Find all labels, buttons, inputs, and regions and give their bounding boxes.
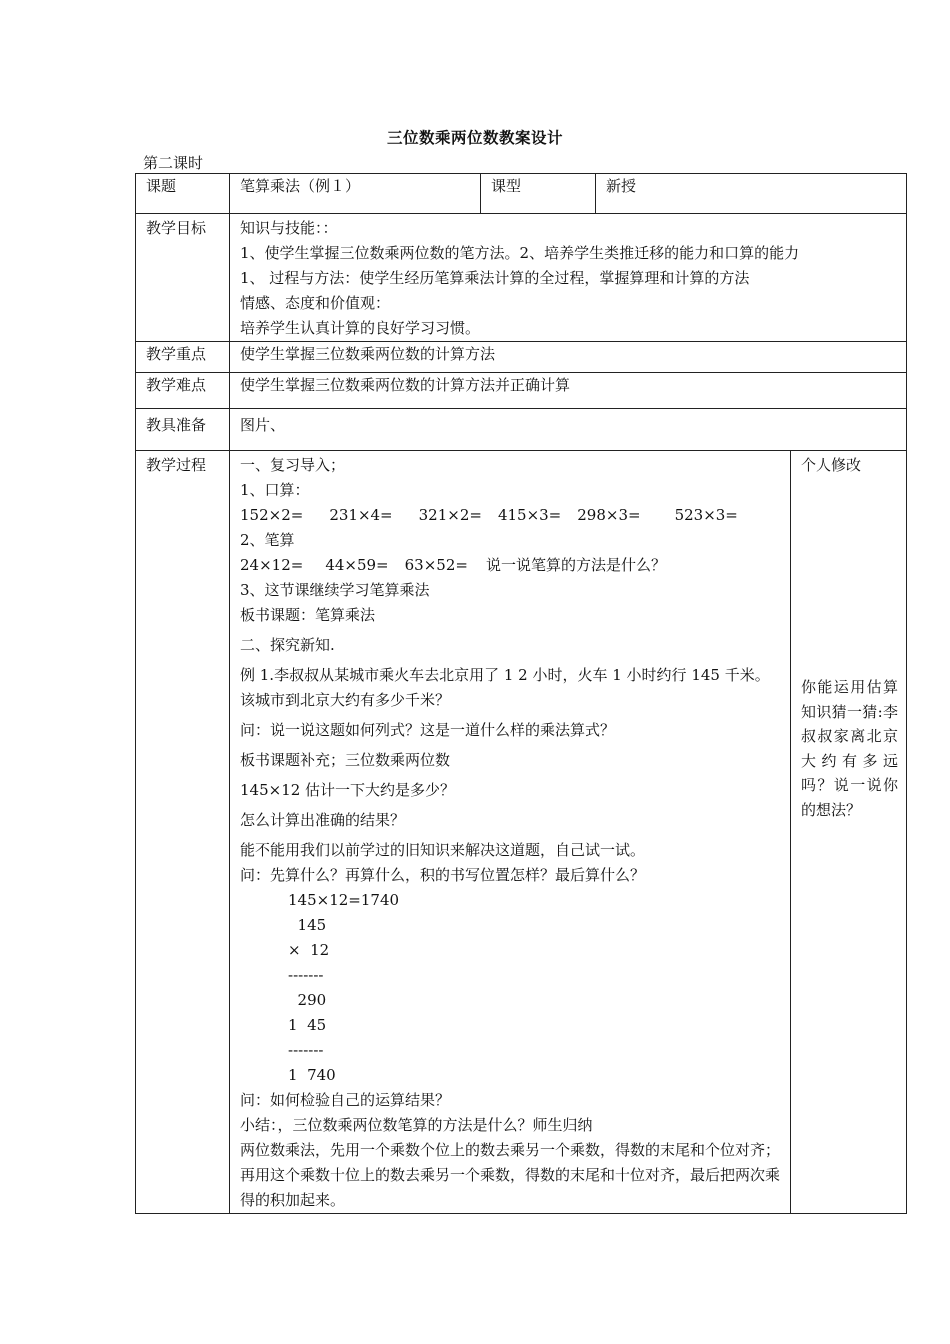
estimate-line: 145×12 估计一下大约是多少？	[240, 781, 456, 799]
process-content	[230, 451, 791, 1214]
goals-label: 教学目标	[136, 214, 230, 342]
oral-item: 231×4=	[329, 506, 393, 524]
board-title: 板书课题：笔算乘法	[240, 606, 376, 624]
process-row	[136, 451, 907, 1214]
summary-question: 小结：，三位数乘两位数笔算的方法是什么？师生归纳	[240, 1116, 593, 1134]
oral-item: 415×3=	[497, 506, 562, 524]
goals-row	[136, 214, 907, 342]
explore-title: 二、探究新知.	[240, 636, 335, 654]
oral-item: 321×2=	[418, 506, 482, 524]
lesson-plan-table	[135, 173, 907, 1214]
document-title: 三位数乘两位数教案设计	[386, 128, 563, 147]
calc-line: × 12	[288, 941, 330, 959]
goals-line: 知识与技能：：	[240, 219, 338, 237]
example-text: 例 1.李叔叔从某城市乘火车去北京用了 1 2 小时，火车 1 小时约行 145 千米。该城市到北京大约有多少千米？	[240, 666, 770, 709]
calc-line: -------	[288, 966, 324, 984]
calc-line: -------	[288, 1041, 324, 1059]
question-3: 问：如何检验自己的运算结果？	[240, 1091, 451, 1109]
question-2: 问：先算什么？再算什么，积的书写位置怎样？最后算什么？	[240, 866, 646, 884]
tools-label: 教具准备	[136, 409, 230, 451]
written-exercises	[240, 553, 780, 578]
try-old-knowledge: 能不能用我们以前学过的旧知识来解决这道题，自己试一试。	[240, 841, 646, 859]
review-title: 一、复习导入；	[240, 456, 346, 474]
vertical-calculation	[240, 888, 780, 1088]
board-supplement: 板书课题补充；三位数乘两位数	[240, 751, 451, 769]
lesson-number: 第二课时	[143, 154, 204, 172]
oral-exercises	[240, 503, 780, 528]
goals-line: 1、使学生掌握三位数乘两位数的笔方法。2、培养学生类推迁移的能力和口算的能力	[240, 244, 800, 262]
written-item: 63×52=	[404, 556, 468, 574]
method-summary: 两位数乘法，先用一个乘数个位上的数去乘另一个乘数，得数的末尾和个位对齐；再用这个乘数十位上的数去乘另一个乘数，得数的末尾和十位对齐，最后把两次乘得的积加起来。	[240, 1141, 781, 1209]
personal-notes-text: 你能运用估算知识猜一猜:李叔叔家离北京大约有多远吗？说一说你的想法？	[801, 678, 899, 819]
tools-value: 图片、	[230, 409, 907, 451]
lesson-type-label: 课型	[481, 174, 596, 214]
calc-line: 290	[288, 991, 327, 1009]
tools-row	[136, 409, 907, 451]
oral-item: 152×2=	[240, 506, 304, 524]
continue-line: 3、这节课继续学习笔算乘法	[240, 581, 430, 599]
written-item: 24×12=	[240, 556, 304, 574]
written-item: 44×59=	[325, 556, 389, 574]
personal-notes-cell	[791, 451, 907, 1214]
oral-title: 1、口算：	[240, 481, 310, 499]
process-label: 教学过程	[136, 451, 230, 1214]
difficulty-label: 教学难点	[136, 373, 230, 409]
difficulty-row	[136, 373, 907, 409]
question-1: 问：说一说这题如何列式？这是一道什么样的乘法算式？	[240, 721, 616, 739]
calc-line: 1 740	[288, 1066, 336, 1084]
goals-content	[230, 214, 907, 342]
calc-line: 145×12=1740	[288, 891, 400, 909]
written-title: 2、笔算	[240, 531, 295, 549]
calc-line: 145	[288, 916, 327, 934]
topic-label: 课题	[136, 174, 230, 214]
topic-row	[136, 174, 907, 214]
exact-question: 怎么计算出准确的结果？	[240, 811, 406, 829]
key-value: 使学生掌握三位数乘两位数的计算方法	[230, 342, 907, 373]
lesson-type-value: 新授	[596, 174, 907, 214]
key-row	[136, 342, 907, 373]
topic-value: 笔算乘法（例１）	[230, 174, 481, 214]
goals-line: 情感、态度和价值观：	[240, 294, 391, 312]
goals-line: 1、 过程与方法：使学生经历笔算乘法计算的全过程，掌握算理和计算的方法	[240, 269, 750, 287]
goals-line: 培养学生认真计算的良好学习习惯。	[240, 319, 481, 337]
oral-item: 523×3=	[674, 506, 738, 524]
difficulty-value: 使学生掌握三位数乘两位数的计算方法并正确计算	[230, 373, 907, 409]
oral-item: 298×3=	[577, 506, 641, 524]
written-question: 说一说笔算的方法是什么？	[485, 556, 666, 574]
key-label: 教学重点	[136, 342, 230, 373]
calc-line: 1 45	[288, 1016, 327, 1034]
personal-notes-header: 个人修改	[801, 456, 862, 474]
